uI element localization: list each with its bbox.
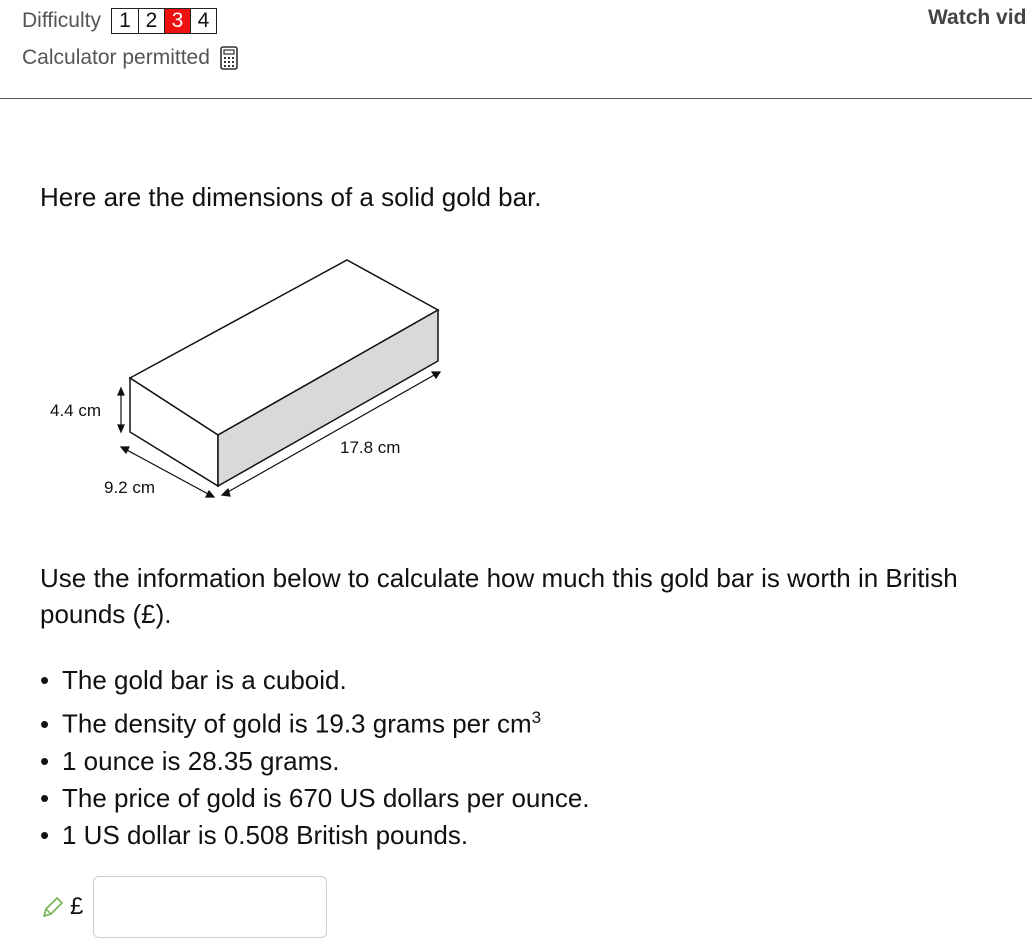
currency-symbol: £ bbox=[70, 893, 84, 920]
difficulty-levels bbox=[111, 8, 217, 34]
list-item bbox=[40, 743, 590, 780]
length-label: 17.8 cm bbox=[340, 438, 401, 457]
calculator-label: Calculator permitted bbox=[22, 46, 210, 69]
calculator-row bbox=[22, 46, 238, 70]
answer-row bbox=[40, 876, 327, 938]
header-divider bbox=[0, 98, 1032, 99]
gold-bar-diagram bbox=[40, 250, 460, 510]
difficulty-level-2: 2 bbox=[138, 9, 164, 33]
bullet-text: 1 ounce is 28.35 grams. bbox=[62, 745, 340, 776]
difficulty-level-1: 1 bbox=[119, 9, 131, 32]
width-label: 9.2 cm bbox=[104, 478, 156, 497]
bullet-icon: • bbox=[40, 708, 50, 739]
calculator-icon bbox=[220, 46, 238, 70]
bullet-text: The gold bar is a cuboid. bbox=[62, 665, 347, 695]
height-label: 4.4 cm bbox=[50, 401, 102, 420]
information-list bbox=[40, 662, 590, 854]
list-item bbox=[40, 817, 590, 854]
superscript-exponent: 3 bbox=[531, 708, 542, 727]
bullet-text: The price of gold is 670 US dollars per ounce. bbox=[62, 782, 590, 813]
bullet-icon: • bbox=[40, 819, 50, 850]
difficulty-row bbox=[22, 8, 217, 34]
list-item bbox=[40, 662, 590, 699]
bullet-text: 1 US dollar is 0.508 British pounds. bbox=[62, 819, 469, 850]
difficulty-level-4: 4 bbox=[190, 9, 216, 33]
difficulty-level-3-active: 3 bbox=[164, 9, 190, 33]
pencil-icon bbox=[40, 894, 66, 920]
question-intro: Here are the dimensions of a solid gold bar. bbox=[40, 182, 542, 212]
bullet-icon: • bbox=[40, 665, 50, 695]
bullet-icon: • bbox=[40, 782, 50, 813]
question-instruction: Use the information below to calculate how much this gold bar is worth in British pounds (£). bbox=[40, 563, 958, 629]
height-arrow bbox=[118, 388, 124, 432]
list-item bbox=[40, 780, 590, 817]
bullet-icon: • bbox=[40, 745, 50, 776]
answer-input[interactable] bbox=[93, 876, 327, 938]
watch-video-link[interactable]: Watch vid bbox=[928, 6, 1027, 29]
list-item bbox=[40, 699, 590, 743]
bullet-text: The density of gold is 19.3 grams per cm bbox=[62, 708, 532, 739]
difficulty-label: Difficulty bbox=[22, 9, 101, 32]
header bbox=[0, 0, 1032, 100]
